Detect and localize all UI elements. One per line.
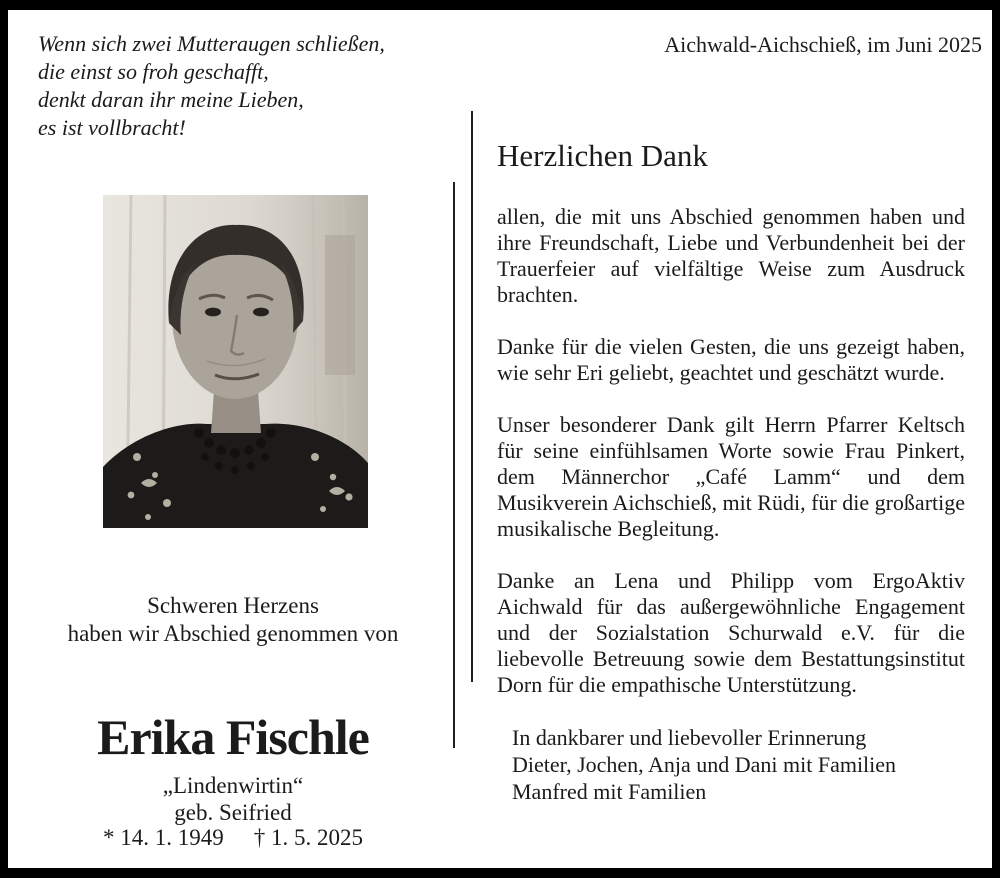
closing-line: Dieter, Jochen, Anja und Dani mit Familien xyxy=(512,752,897,777)
deceased-name: Erika Fischle xyxy=(97,709,369,765)
life-dates xyxy=(8,825,458,851)
portrait-photo xyxy=(103,195,368,528)
farewell-intro-line: Schweren Herzens xyxy=(147,593,319,618)
deceased-nickname: „Lindenwirtin“ xyxy=(162,773,304,798)
portrait-photo-graphic xyxy=(103,195,368,528)
memorial-poem xyxy=(38,30,385,142)
closing-line: In dankbarer und liebevoller Erinnerung xyxy=(512,725,867,750)
maiden-name: geb. Seifried xyxy=(174,800,292,825)
thanks-heading: Herzlichen Dank xyxy=(497,138,708,173)
poem-line: denkt daran ihr meine Lieben, xyxy=(38,87,304,112)
thanks-paragraph: Danke an Lena und Philipp vom ErgoAktiv Aichwald für das außergewöhnliche Engagement und der Sozialstation Schurwald e.V. für die liebevolle Betreuung sowie dem Bestattungsinstitut Dorn für die empathische Unterstützung. xyxy=(497,568,965,697)
thanks-paragraph: Danke für die vielen Gesten, die uns gezeigt haben, wie sehr Eri geliebt, geachtet und geschätzt wurde. xyxy=(497,334,965,385)
place-date-line: Aichwald-Aichschieß, im Juni 2025 xyxy=(664,32,982,57)
birth-date: * 14. 1. 1949 xyxy=(103,825,224,850)
farewell-intro xyxy=(8,592,458,648)
thanks-paragraph: allen, die mit uns Abschied genommen haben und ihre Freundschaft, Liebe und Verbundenheit bei der Trauerfeier auf vielfältige Weise zum Ausdruck brachten. xyxy=(497,204,965,307)
death-date: † 1. 5. 2025 xyxy=(253,825,363,850)
farewell-intro-line: haben wir Abschied genommen von xyxy=(67,621,399,646)
poem-line: Wenn sich zwei Mutteraugen schließen, xyxy=(38,31,385,56)
closing-line: Manfred mit Familien xyxy=(512,779,707,804)
notice-page xyxy=(8,10,992,868)
thanks-column xyxy=(497,138,965,805)
column-divider-rule-right xyxy=(471,111,473,682)
poem-line: es ist vollbracht! xyxy=(38,115,186,140)
closing-signature xyxy=(497,724,965,805)
thanks-paragraph: Unser besonderer Dank gilt Herrn Pfarrer Keltsch für seine einfühlsamen Worte sowie Frau Pinkert, dem Männerchor „Café Lamm“ und dem Musikverein Aichschieß, mit Rüdi, für die großartige musikalische Begleitung. xyxy=(497,412,966,541)
column-divider-rule-left xyxy=(453,182,455,748)
poem-line: die einst so froh geschafft, xyxy=(38,59,269,84)
